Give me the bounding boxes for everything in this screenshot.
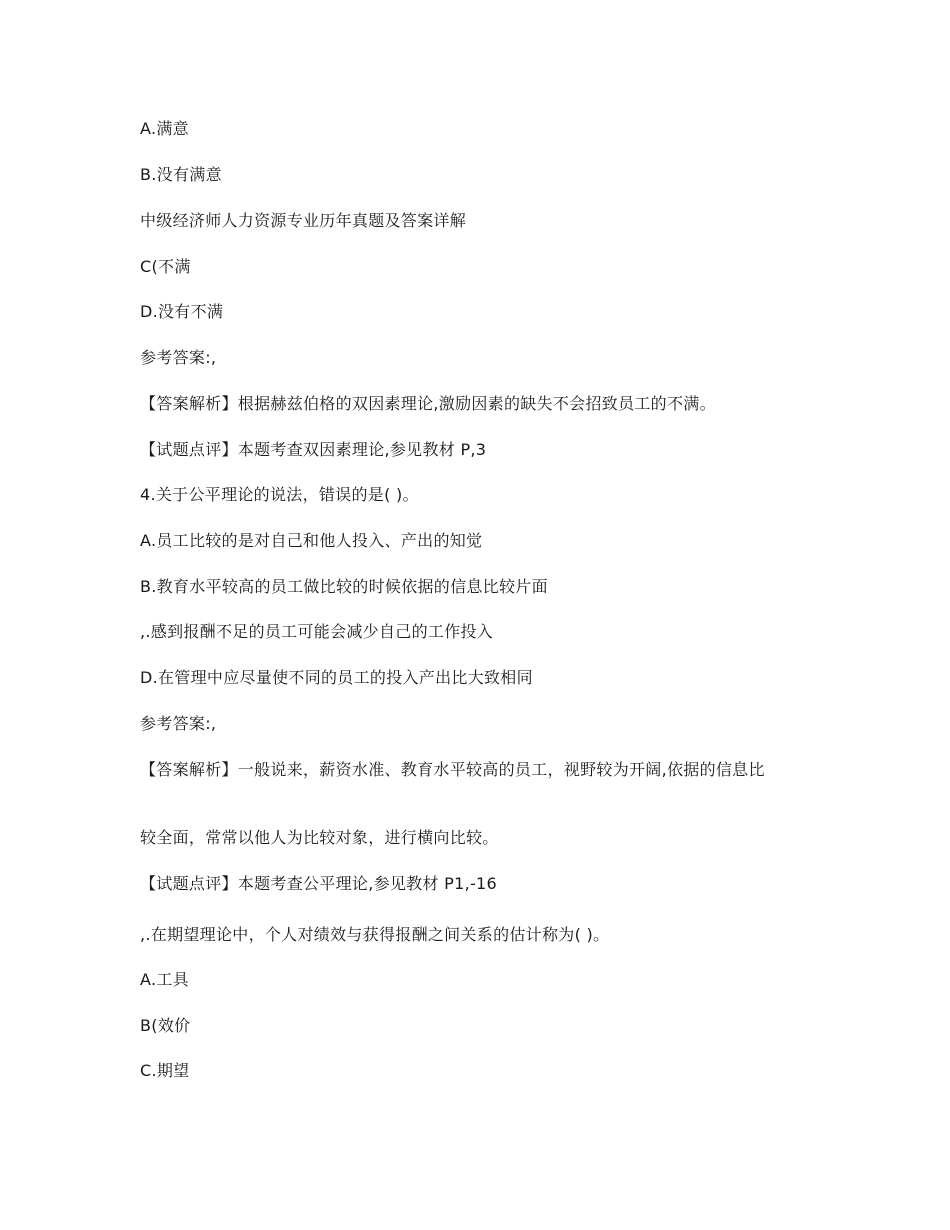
question-4-reference-answer: 参考答案:, [140,714,217,733]
question-5-option-a: A.工具 [140,970,189,989]
option-c: C(不满 [140,257,191,276]
question-4-option-a: A.员工比较的是对自己和他人投入、产出的知觉 [140,531,483,550]
option-a: A.满意 [140,119,189,138]
question-comment: 【试题点评】本题考查双因素理论,参见教材 P,3 [140,440,487,459]
question-5-option-b: B(效价 [140,1016,191,1035]
question-4-option-c: ,.感到报酬不足的员工可能会减少自己的工作投入 [140,622,494,641]
answer-analysis: 【答案解析】根据赫兹伯格的双因素理论,激励因素的缺失不会招致员工的不满。 [140,394,716,413]
document-heading: 中级经济师人力资源专业历年真题及答案详解 [140,211,467,230]
question-4-answer-analysis-line-1: 【答案解析】一般说来，薪资水准、教育水平较高的员工，视野较为开阔,依据的信息比 [140,760,765,779]
question-4-comment: 【试题点评】本题考查公平理论,参见教材 P1,-16 [140,874,498,893]
question-5: ,.在期望理论中，个人对绩效与获得报酬之间关系的估计称为( )。 [140,925,610,944]
question-4: 4.关于公平理论的说法，错误的是( )。 [140,485,419,504]
question-4-option-b: B.教育水平较高的员工做比较的时候依据的信息比较片面 [140,577,548,596]
question-4-option-d: D.在管理中应尽量使不同的员工的投入产出比大致相同 [140,668,533,687]
option-b: B.没有满意 [140,165,222,184]
option-d: D.没有不满 [140,302,224,321]
reference-answer: 参考答案:, [140,348,217,367]
question-4-answer-analysis-line-2: 较全面，常常以他人为比较对象，进行横向比较。 [140,828,499,847]
question-5-option-c: C.期望 [140,1061,190,1080]
